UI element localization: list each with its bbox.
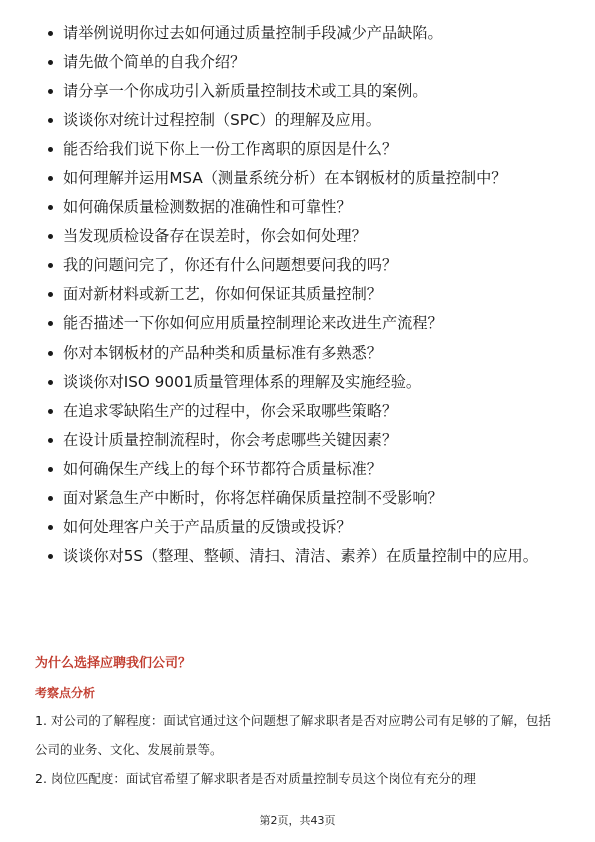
analysis-subheading: 考察点分析	[35, 686, 96, 700]
list-item: 如何处理客户关于产品质量的反馈或投诉？	[48, 517, 558, 538]
list-item: 如何理解并运用MSA（测量系统分析）在本钢板材的质量控制中？	[48, 168, 558, 189]
section-heading: 为什么选择应聘我们公司？	[35, 656, 192, 671]
question-list	[48, 23, 558, 575]
list-item: 谈谈你对ISO 9001质量管理体系的理解及实施经验。	[48, 372, 558, 393]
list-item: 在追求零缺陷生产的过程中，你会采取哪些策略？	[48, 401, 558, 422]
list-item: 能否给我们说下你上一份工作离职的原因是什么？	[48, 139, 558, 160]
list-item: 面对新材料或新工艺，你如何保证其质量控制？	[48, 284, 558, 305]
list-item: 谈谈你对统计过程控制（SPC）的理解及应用。	[48, 110, 558, 131]
list-item: 在设计质量控制流程时，你会考虑哪些关键因素？	[48, 430, 558, 451]
list-item: 我的问题问完了，你还有什么问题想要问我的吗？	[48, 255, 558, 276]
list-item: 请举例说明你过去如何通过质量控制手段减少产品缺陷。	[48, 23, 558, 44]
list-item: 请先做个简单的自我介绍？	[48, 52, 558, 73]
list-item: 你对本钢板材的产品种类和质量标准有多熟悉？	[48, 343, 558, 364]
analysis-paragraph: 1. 对公司的了解程度：面试官通过这个问题想了解求职者是否对应聘公司有足够的了解，包括公司的业务、文化、发展前景等。	[35, 713, 551, 757]
list-item: 能否描述一下你如何应用质量控制理论来改进生产流程？	[48, 313, 558, 334]
list-item: 如何确保质量检测数据的准确性和可靠性？	[48, 197, 558, 218]
list-item: 如何确保生产线上的每个环节都符合质量标准？	[48, 459, 558, 480]
list-item: 当发现质检设备存在误差时，你会如何处理？	[48, 226, 558, 247]
analysis-paragraph: 2. 岗位匹配度：面试官希望了解求职者是否对质量控制专员这个岗位有充分的理	[35, 771, 476, 786]
list-item: 面对紧急生产中断时，你将怎样确保质量控制不受影响？	[48, 488, 558, 509]
list-item: 请分享一个你成功引入新质量控制技术或工具的案例。	[48, 81, 558, 102]
list-item: 谈谈你对5S（整理、整顿、清扫、清洁、素养）在质量控制中的应用。	[48, 546, 558, 567]
page-number: 第2页，共43页	[259, 814, 336, 827]
